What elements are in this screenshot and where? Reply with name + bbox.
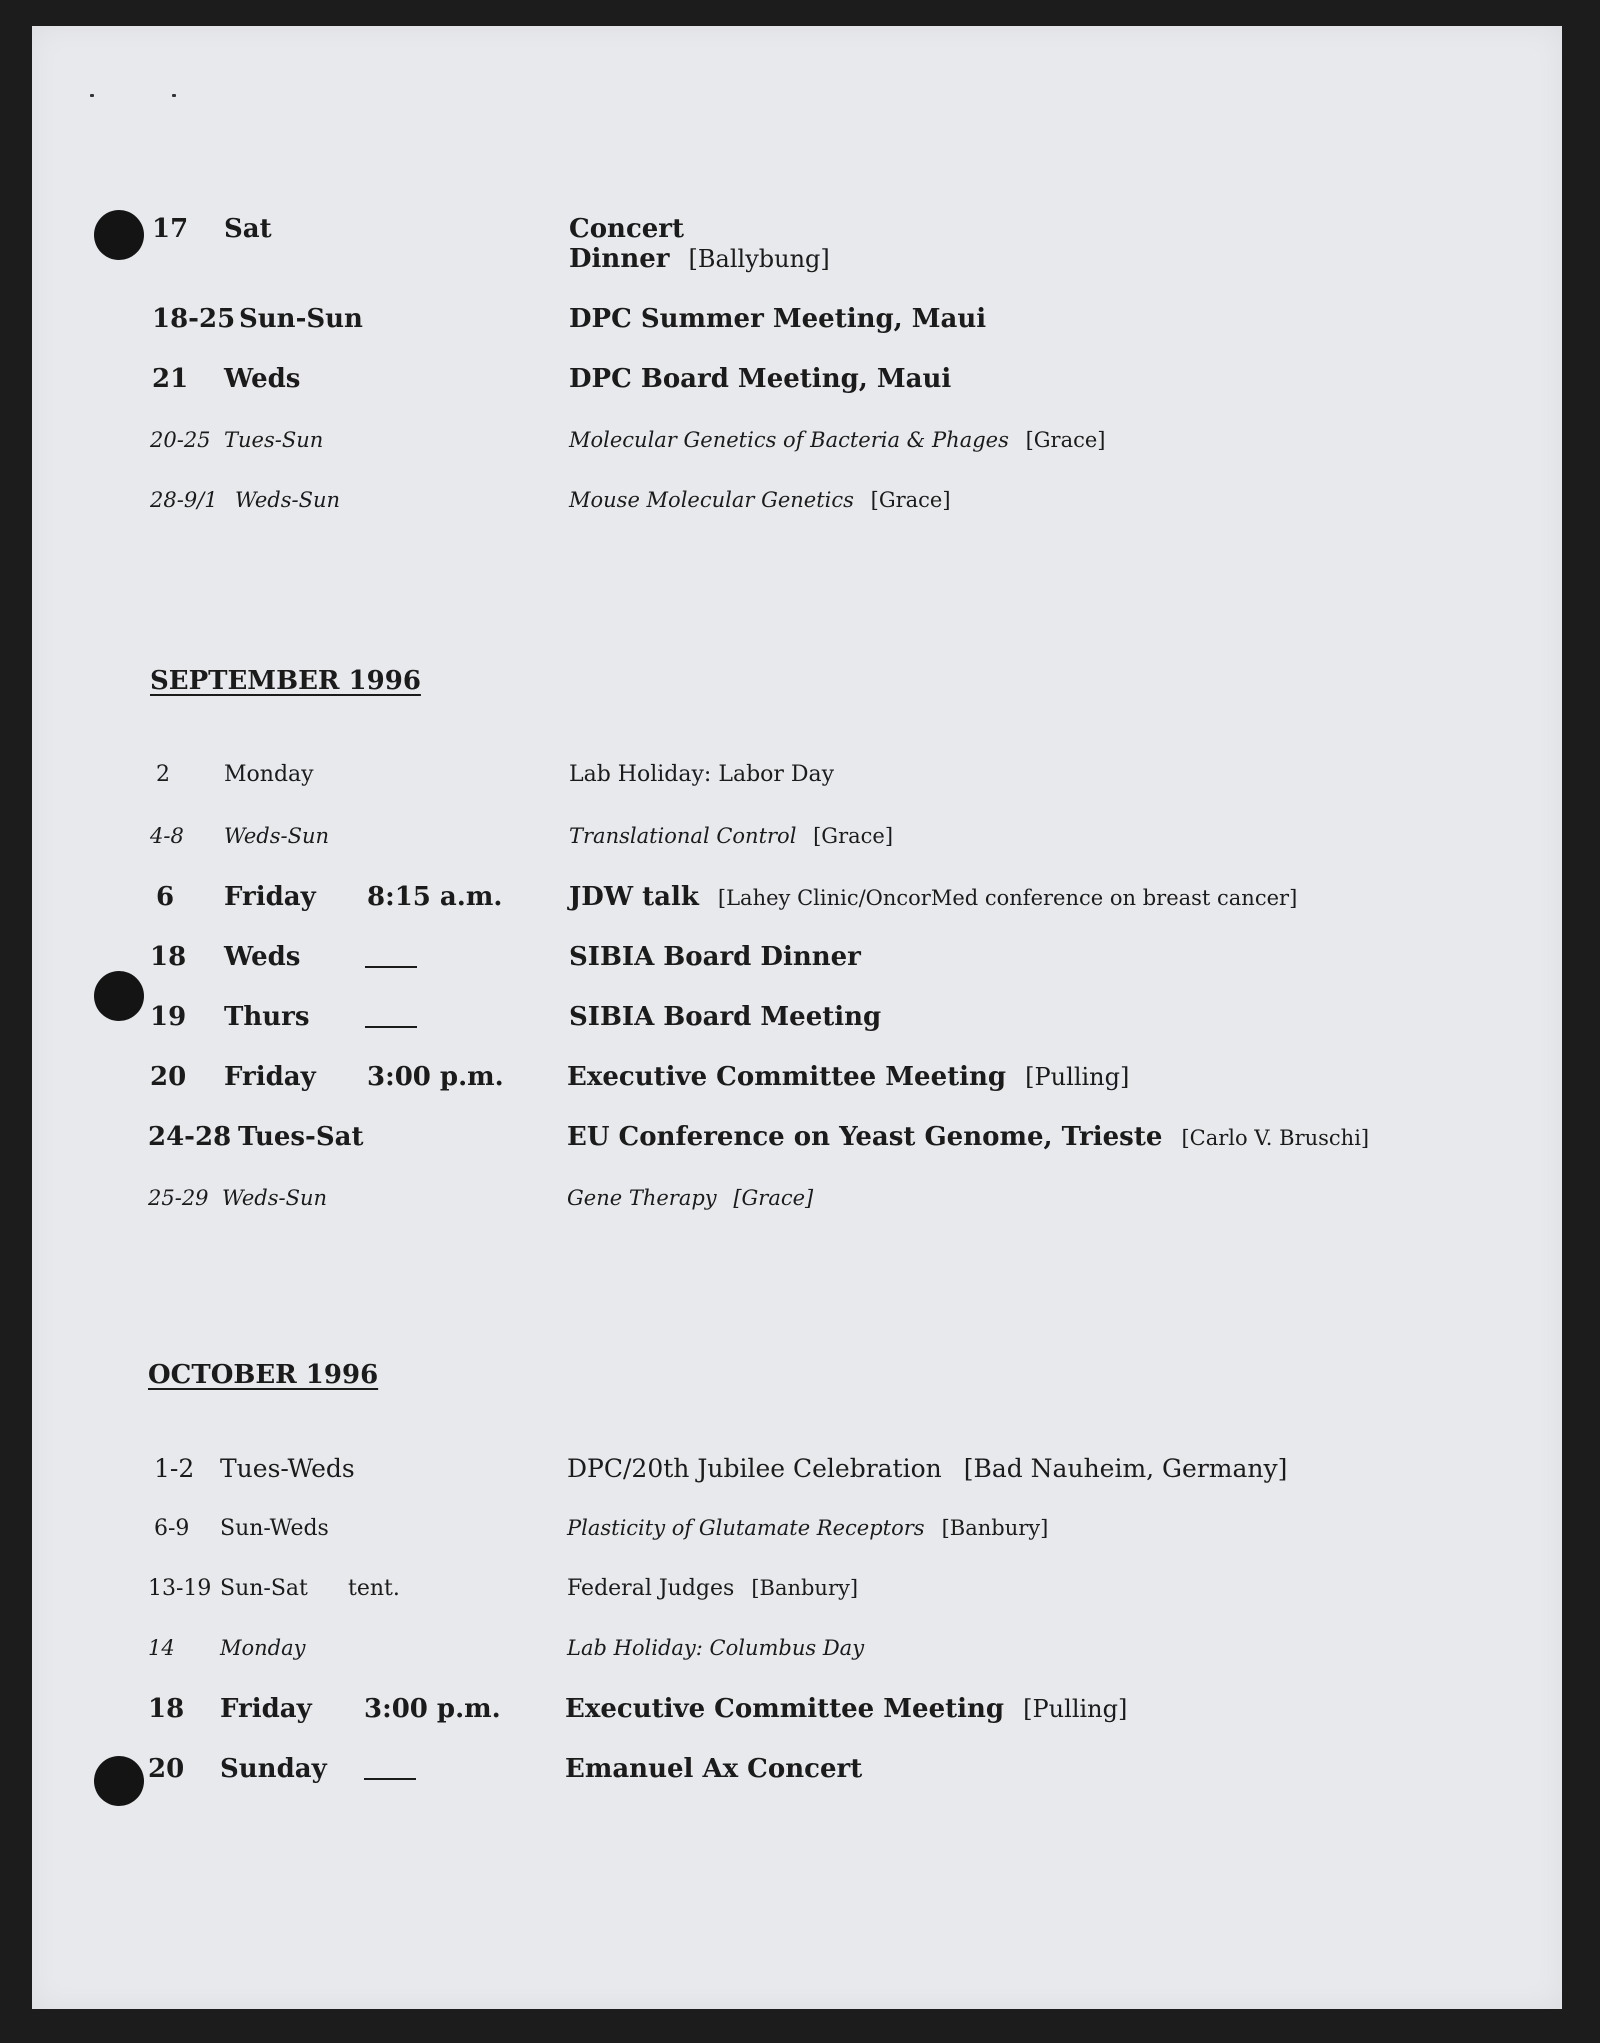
event-day: Sun-Weds <box>220 1516 329 1541</box>
section-heading: OCTOBER 1996 <box>148 1360 379 1390</box>
event-note: [Ballybung] <box>688 245 830 273</box>
calendar-row <box>32 1754 1562 1794</box>
event-day: Weds-Sun <box>235 488 341 512</box>
event-title-text: EU Conference on Yeast Genome, Trieste <box>567 1122 1163 1152</box>
calendar-row <box>32 1062 1562 1102</box>
event-date: 19 <box>150 1002 187 1032</box>
event-title <box>569 488 951 512</box>
event-time: 3:00 p.m. <box>364 1694 501 1724</box>
event-date: 24-28 <box>148 1122 232 1152</box>
event-title-text: Executive Committee Meeting <box>565 1694 1005 1724</box>
event-title: DPC Summer Meeting, Maui <box>569 304 987 334</box>
event-title-text: Translational Control <box>569 824 797 848</box>
event-day: Sun-Sun <box>239 304 363 334</box>
event-title: DPC Board Meeting, Maui <box>569 364 952 394</box>
event-title <box>567 1122 1369 1152</box>
event-date: 21 <box>152 364 189 394</box>
event-title: Lab Holiday: Labor Day <box>569 762 835 787</box>
event-date: 14 <box>148 1636 175 1660</box>
blank-time-line <box>364 1778 416 1780</box>
event-title-text: JDW talk <box>569 882 699 912</box>
event-day: Weds <box>224 942 301 972</box>
calendar-row <box>32 364 1562 404</box>
event-note: [Grace] <box>870 488 951 512</box>
event-date: 18 <box>148 1694 185 1724</box>
event-note: [Banbury] <box>941 1516 1049 1540</box>
event-title <box>569 824 893 848</box>
event-title-text: Federal Judges <box>567 1576 735 1601</box>
event-day: Tues-Sat <box>238 1122 364 1152</box>
section-heading: SEPTEMBER 1996 <box>150 666 421 696</box>
event-day: Sunday <box>220 1754 327 1784</box>
calendar-row <box>32 1122 1562 1162</box>
event-title <box>565 1694 1127 1724</box>
event-date: 28-9/1 <box>150 488 218 512</box>
event-day: Monday <box>224 762 314 787</box>
event-note: [Banbury] <box>751 1576 859 1600</box>
event-note: [Carlo V. Bruschi] <box>1181 1126 1370 1150</box>
event-time: tent. <box>348 1576 400 1601</box>
event-day: Monday <box>220 1636 306 1660</box>
event-title <box>567 1516 1048 1541</box>
event-note: [Pulling] <box>1025 1063 1130 1091</box>
event-note: [Grace] <box>1025 428 1106 452</box>
calendar-row <box>32 1516 1562 1556</box>
blank-time-line <box>365 966 417 968</box>
event-day: Tues-Weds <box>220 1454 355 1483</box>
event-note: [Grace] <box>733 1186 814 1210</box>
event-note: [Pulling] <box>1023 1695 1128 1723</box>
event-title <box>567 1454 1287 1483</box>
event-title <box>567 1576 858 1601</box>
event-title <box>567 1186 813 1210</box>
event-day: Sat <box>224 214 272 244</box>
event-title-text: Executive Committee Meeting <box>567 1062 1007 1092</box>
event-title: SIBIA Board Meeting <box>569 1002 882 1032</box>
event-title-text: Dinner <box>569 244 670 274</box>
event-day: Tues-Sun <box>224 428 324 452</box>
calendar-row <box>32 1002 1562 1042</box>
event-day: Friday <box>224 1062 316 1092</box>
calendar-row <box>32 942 1562 982</box>
event-title: SIBIA Board Dinner <box>569 942 861 972</box>
event-date: 18 <box>150 942 187 972</box>
calendar-row <box>32 882 1562 922</box>
event-day: Thurs <box>224 1002 310 1032</box>
calendar-row <box>32 1694 1562 1734</box>
event-date: 25-29 <box>148 1186 209 1210</box>
event-date: 13-19 <box>148 1576 212 1601</box>
event-title-text: DPC/20th Jubilee Celebration <box>567 1454 942 1483</box>
event-title-text: Gene Therapy <box>567 1186 717 1210</box>
calendar-row <box>32 1636 1562 1676</box>
event-title <box>567 1062 1129 1092</box>
event-day: Weds-Sun <box>224 824 330 848</box>
calendar-row <box>32 762 1562 802</box>
event-title: Lab Holiday: Columbus Day <box>567 1636 865 1660</box>
paper-speck <box>90 94 94 97</box>
event-time: 3:00 p.m. <box>367 1062 504 1092</box>
event-date: 6-9 <box>154 1516 190 1541</box>
calendar-row <box>32 1576 1562 1616</box>
event-date: 4-8 <box>150 824 184 848</box>
event-title <box>569 428 1105 452</box>
event-title <box>569 882 1297 912</box>
event-date: 18-25 <box>152 304 236 334</box>
calendar-row <box>32 488 1562 528</box>
event-date: 6 <box>156 882 175 912</box>
calendar-row <box>32 304 1562 344</box>
event-date: 20-25 <box>150 428 211 452</box>
event-title-text: Mouse Molecular Genetics <box>569 488 854 512</box>
calendar-row <box>32 824 1562 864</box>
event-date: 2 <box>156 762 170 787</box>
event-date: 20 <box>148 1754 185 1784</box>
event-day: Friday <box>224 882 316 912</box>
event-day: Weds-Sun <box>222 1186 328 1210</box>
event-date: 20 <box>150 1062 187 1092</box>
event-date: 1-2 <box>154 1454 195 1483</box>
document-page <box>32 26 1562 2009</box>
event-note: [Bad Nauheim, Germany] <box>963 1454 1288 1483</box>
event-title: Emanuel Ax Concert <box>565 1754 863 1784</box>
event-day: Weds <box>224 364 301 394</box>
calendar-row <box>32 244 1562 284</box>
event-title: Concert <box>569 214 685 244</box>
calendar-row <box>32 1186 1562 1226</box>
event-day: Sun-Sat <box>220 1576 308 1601</box>
calendar-row <box>32 428 1562 468</box>
event-note: [Lahey Clinic/OncorMed conference on breast cancer] <box>717 886 1298 910</box>
event-date: 17 <box>152 214 189 244</box>
paper-speck <box>172 94 176 97</box>
calendar-row <box>32 1454 1562 1494</box>
blank-time-line <box>365 1026 417 1028</box>
event-note: [Grace] <box>813 824 894 848</box>
event-day: Friday <box>220 1694 312 1724</box>
event-title-text: Plasticity of Glutamate Receptors <box>567 1516 925 1540</box>
event-title <box>569 244 830 274</box>
event-time: 8:15 a.m. <box>367 882 503 912</box>
event-title-text: Molecular Genetics of Bacteria & Phages <box>569 428 1009 452</box>
